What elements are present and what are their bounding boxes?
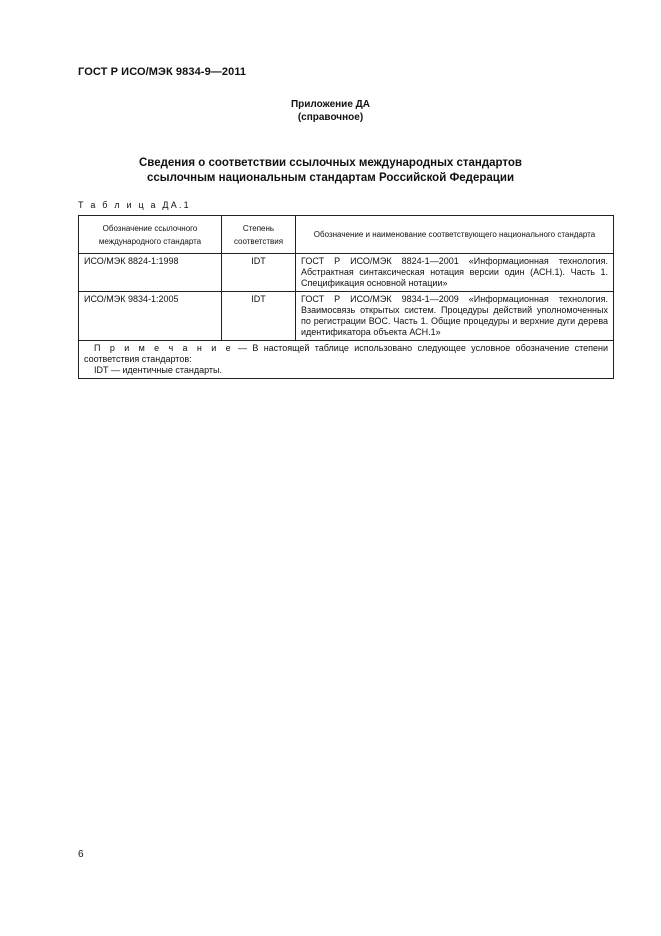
column-header-national: Обозначение и наименование соответствующего национального стандарта	[296, 216, 614, 254]
section-title	[0, 156, 661, 186]
section-title-line-1: Сведения о соответствии ссылочных международных стандартов	[138, 157, 522, 169]
cell-intl: ИСО/МЭК 8824-1:1998	[79, 254, 222, 292]
cell-national: ГОСТ Р ИСО/МЭК 9834-1—2009 «Информационная технология. Взаимосвязь открытых систем. Процедуры действий уполномоченных по регистрации ВОС. Часть 1. Общие процедуры и верхние дуги дерева идентификатора объекта АСН.1»	[296, 292, 614, 341]
note-label: П р и м е ч а н и е	[94, 343, 233, 353]
column-header-intl: Обозначение ссылочного международного стандарта	[79, 216, 222, 254]
table-header-row	[79, 216, 614, 254]
cell-intl: ИСО/МЭК 9834-1:2005	[79, 292, 222, 341]
table-caption: Т а б л и ц а ДА.1	[78, 200, 191, 210]
table-row	[79, 292, 614, 341]
note-text: — В настоящей таблице использовано следующее условное обозначение степени соответствия стандартов:	[84, 343, 608, 364]
annex-title: Приложение ДА	[290, 99, 371, 110]
correspondence-table	[78, 215, 614, 379]
cell-national: ГОСТ Р ИСО/МЭК 8824-1—2001 «Информационная технология. Абстрактная синтаксическая нотация версии один (АСН.1). Часть 1. Спецификация основной нотации»	[296, 254, 614, 292]
note-legend: IDT — идентичные стандарты.	[94, 365, 223, 375]
table-row	[79, 254, 614, 292]
section-title-line-2: ссылочным национальным стандартам Российской Федерации	[146, 172, 515, 184]
cell-degree: IDT	[222, 292, 296, 341]
table-note-row	[79, 341, 614, 379]
cell-degree: IDT	[222, 254, 296, 292]
page-number: 6	[78, 849, 84, 860]
document-code-header: ГОСТ Р ИСО/МЭК 9834-9—2011	[78, 66, 247, 78]
annex-heading	[0, 98, 661, 124]
table-note	[79, 341, 614, 379]
column-header-degree: Степень соответствия	[222, 216, 296, 254]
annex-type: (справочное)	[297, 112, 364, 123]
